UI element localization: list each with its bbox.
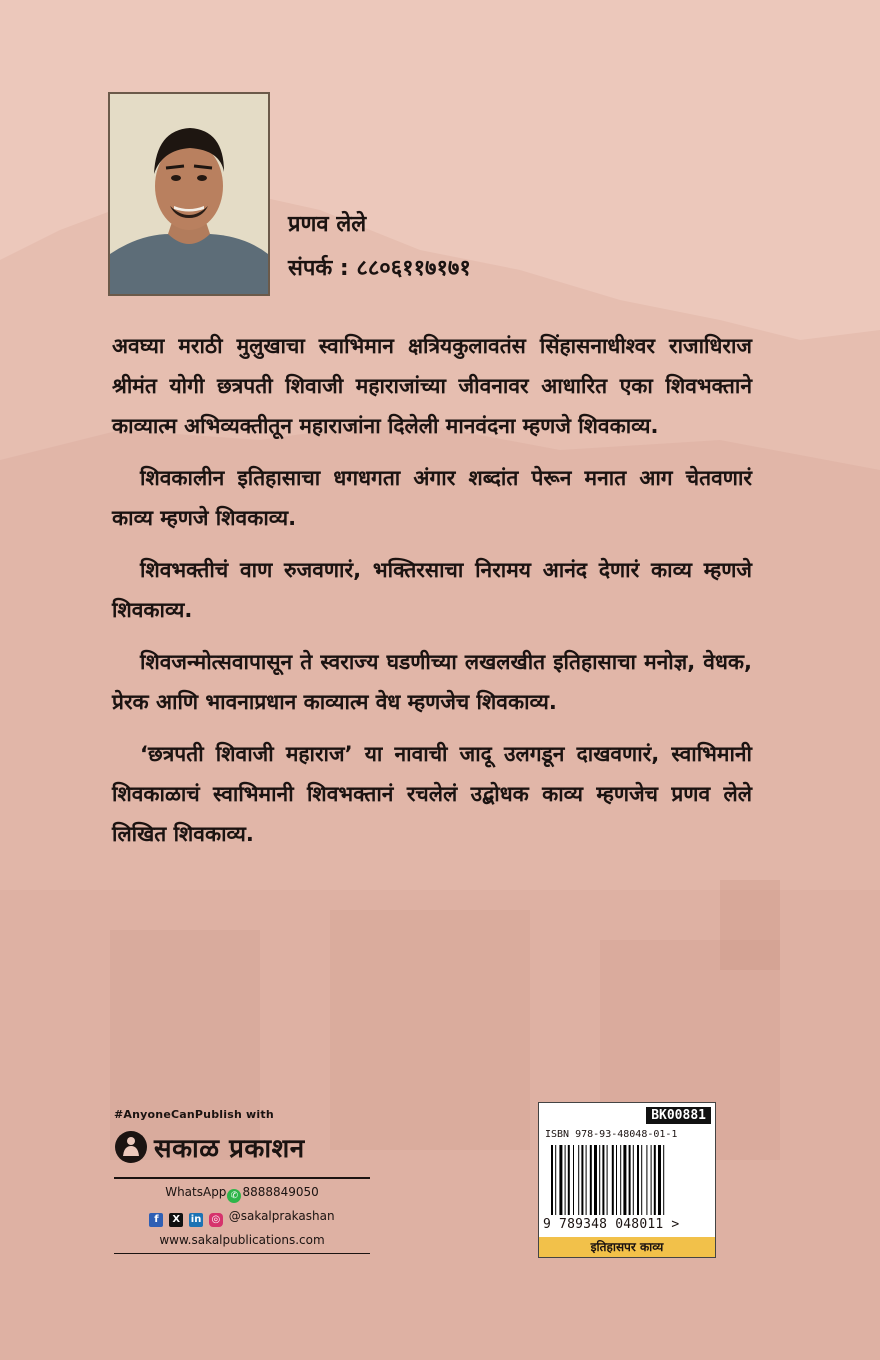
isbn-barcode-block	[538, 1102, 716, 1258]
publisher-logo-icon	[114, 1130, 148, 1164]
publisher-brand	[114, 1125, 370, 1169]
whatsapp-label: WhatsApp	[165, 1185, 227, 1199]
blurb-paragraph: शिवकालीन इतिहासाचा धगधगता अंगार शब्दांत पेरून मनात आग चेतवणारं काव्य म्हणजे शिवकाव्य.	[112, 466, 752, 530]
publisher-hashtag: #AnyoneCanPublish with	[114, 1108, 274, 1121]
book-blurb	[112, 326, 752, 866]
whatsapp-number: 8888849050	[242, 1185, 319, 1199]
isbn-digits: 9 789348 048011 >	[543, 1217, 680, 1232]
blurb-paragraph: शिवजन्मोत्सवापासून ते स्वराज्य घडणीच्या लखलखीत इतिहासाचा मनोज्ञ, वेधक, प्रेरक आणि भावनाप्रधान काव्यात्म वेध म्हणजेच शिवकाव्य.	[112, 650, 752, 714]
book-code: BK00881	[646, 1107, 711, 1124]
author-contact: संपर्क : ८८०६११७१७१	[288, 256, 471, 281]
social-handle: @sakalprakashan	[228, 1209, 335, 1223]
divider	[114, 1253, 370, 1254]
publisher-whatsapp	[114, 1185, 370, 1203]
blurb-paragraph: ‘छत्रपती शिवाजी महाराज’ या नावाची जादू उलगडून दाखवणारं, स्वाभिमानी शिवकाळाचं स्वाभिमानी शिवभक्तानं रचलेलं उद्बोधक काव्य म्हणजेच प्रणव लेले लिखित शिवकाव्य.	[112, 742, 752, 846]
x-icon: X	[169, 1213, 183, 1227]
author-name: प्रणव लेले	[288, 212, 367, 237]
isbn-label: ISBN 978-93-48048-01-1	[545, 1129, 678, 1140]
author-photo	[108, 92, 270, 296]
genre-label: इतिहासपर काव्य	[539, 1237, 715, 1257]
blurb-paragraph: अवघ्या मराठी मुलुखाचा स्वाभिमान क्षत्रियकुलावतंस सिंहासनाधीश्वर राजाधिराज श्रीमंत योगी छत्रपती शिवाजी महाराजांच्या जीवनावर आधारित एका शिवभक्ताने काव्यात्म अभिव्यक्तीतून महाराजांना दिलेली मानवंदना म्हणजे शिवकाव्य.	[112, 334, 752, 438]
divider	[114, 1177, 370, 1179]
publisher-website[interactable]: www.sakalpublications.com	[159, 1233, 325, 1247]
instagram-icon: ◎	[209, 1213, 223, 1227]
barcode-bars	[551, 1145, 713, 1215]
blurb-paragraph: शिवभक्तीचं वाण रुजवणारं, भक्तिरसाचा निरामय आनंद देणारं काव्य म्हणजे शिवकाव्य.	[112, 558, 752, 622]
publisher-block	[114, 1108, 370, 1254]
linkedin-icon: in	[190, 1214, 202, 1225]
whatsapp-icon: ✆	[227, 1189, 241, 1203]
publisher-name: सकाळ प्रकाशन	[154, 1134, 305, 1164]
publisher-social	[114, 1209, 370, 1227]
facebook-icon: f	[149, 1213, 163, 1227]
